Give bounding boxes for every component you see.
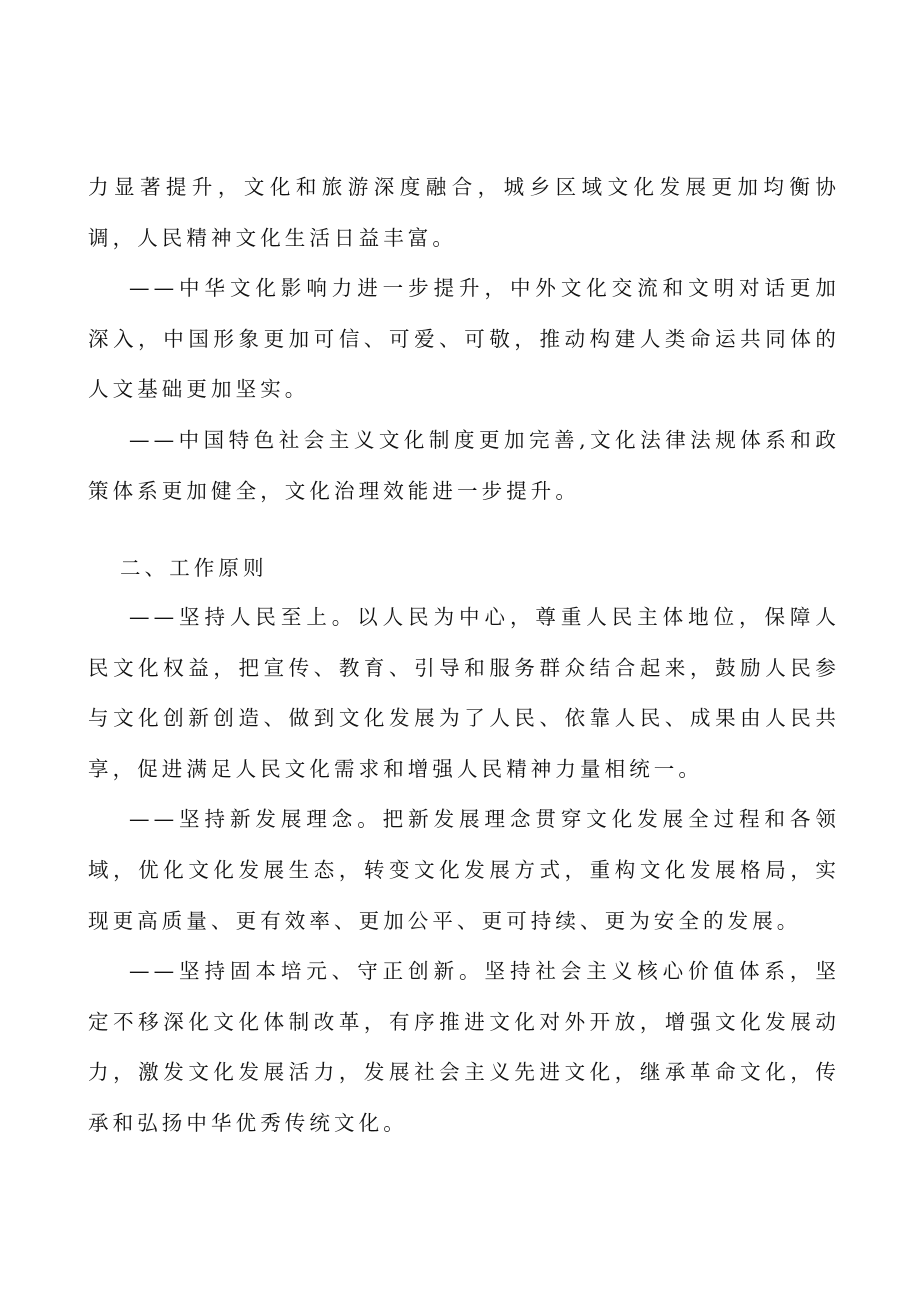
paragraph-cultural-system: ——中国特色社会主义文化制度更加完善,文化法律法规体系和政策体系更加健全，文化治理效能进一步提升。 xyxy=(88,427,840,503)
paragraph-cultural-influence: ——中华文化影响力进一步提升，中外文化交流和文明对话更加深入，中国形象更加可信、可爱、可敬，推动构建人类命运共同体的人文基础更加坚实。 xyxy=(88,276,840,402)
section-heading-work-principles: 二、工作原则 xyxy=(120,556,268,580)
paragraph-people-first: ——坚持人民至上。以人民为中心，尊重人民主体地位，保障人民文化权益，把宣传、教育、引导和服务群众结合起来，鼓励人民参与文化创新创造、做到文化发展为了人民、依靠人民、成果由人民共享，促进满足人民文化需求和增强人民精神力量相统一。 xyxy=(88,605,840,781)
section-one-body xyxy=(88,162,840,516)
section-two-body xyxy=(88,592,840,1149)
paragraph-innovation: ——坚持固本培元、守正创新。坚持社会主义核心价值体系，坚定不移深化文化体制改革，有序推进文化对外开放，增强文化发展动力，激发文化发展活力，发展社会主义先进文化，继承革命文化，传承和弘扬中华优秀传统文化。 xyxy=(88,959,840,1135)
paragraph-continuation: 力显著提升，文化和旅游深度融合，城乡区域文化发展更加均衡协调，人民精神文化生活日益丰富。 xyxy=(88,175,840,250)
paragraph-new-development: ——坚持新发展理念。把新发展理念贯穿文化发展全过程和各领域，优化文化发展生态，转变文化发展方式，重构文化发展格局，实现更高质量、更有效率、更加公平、更可持续、更为安全的发展。 xyxy=(88,807,840,933)
